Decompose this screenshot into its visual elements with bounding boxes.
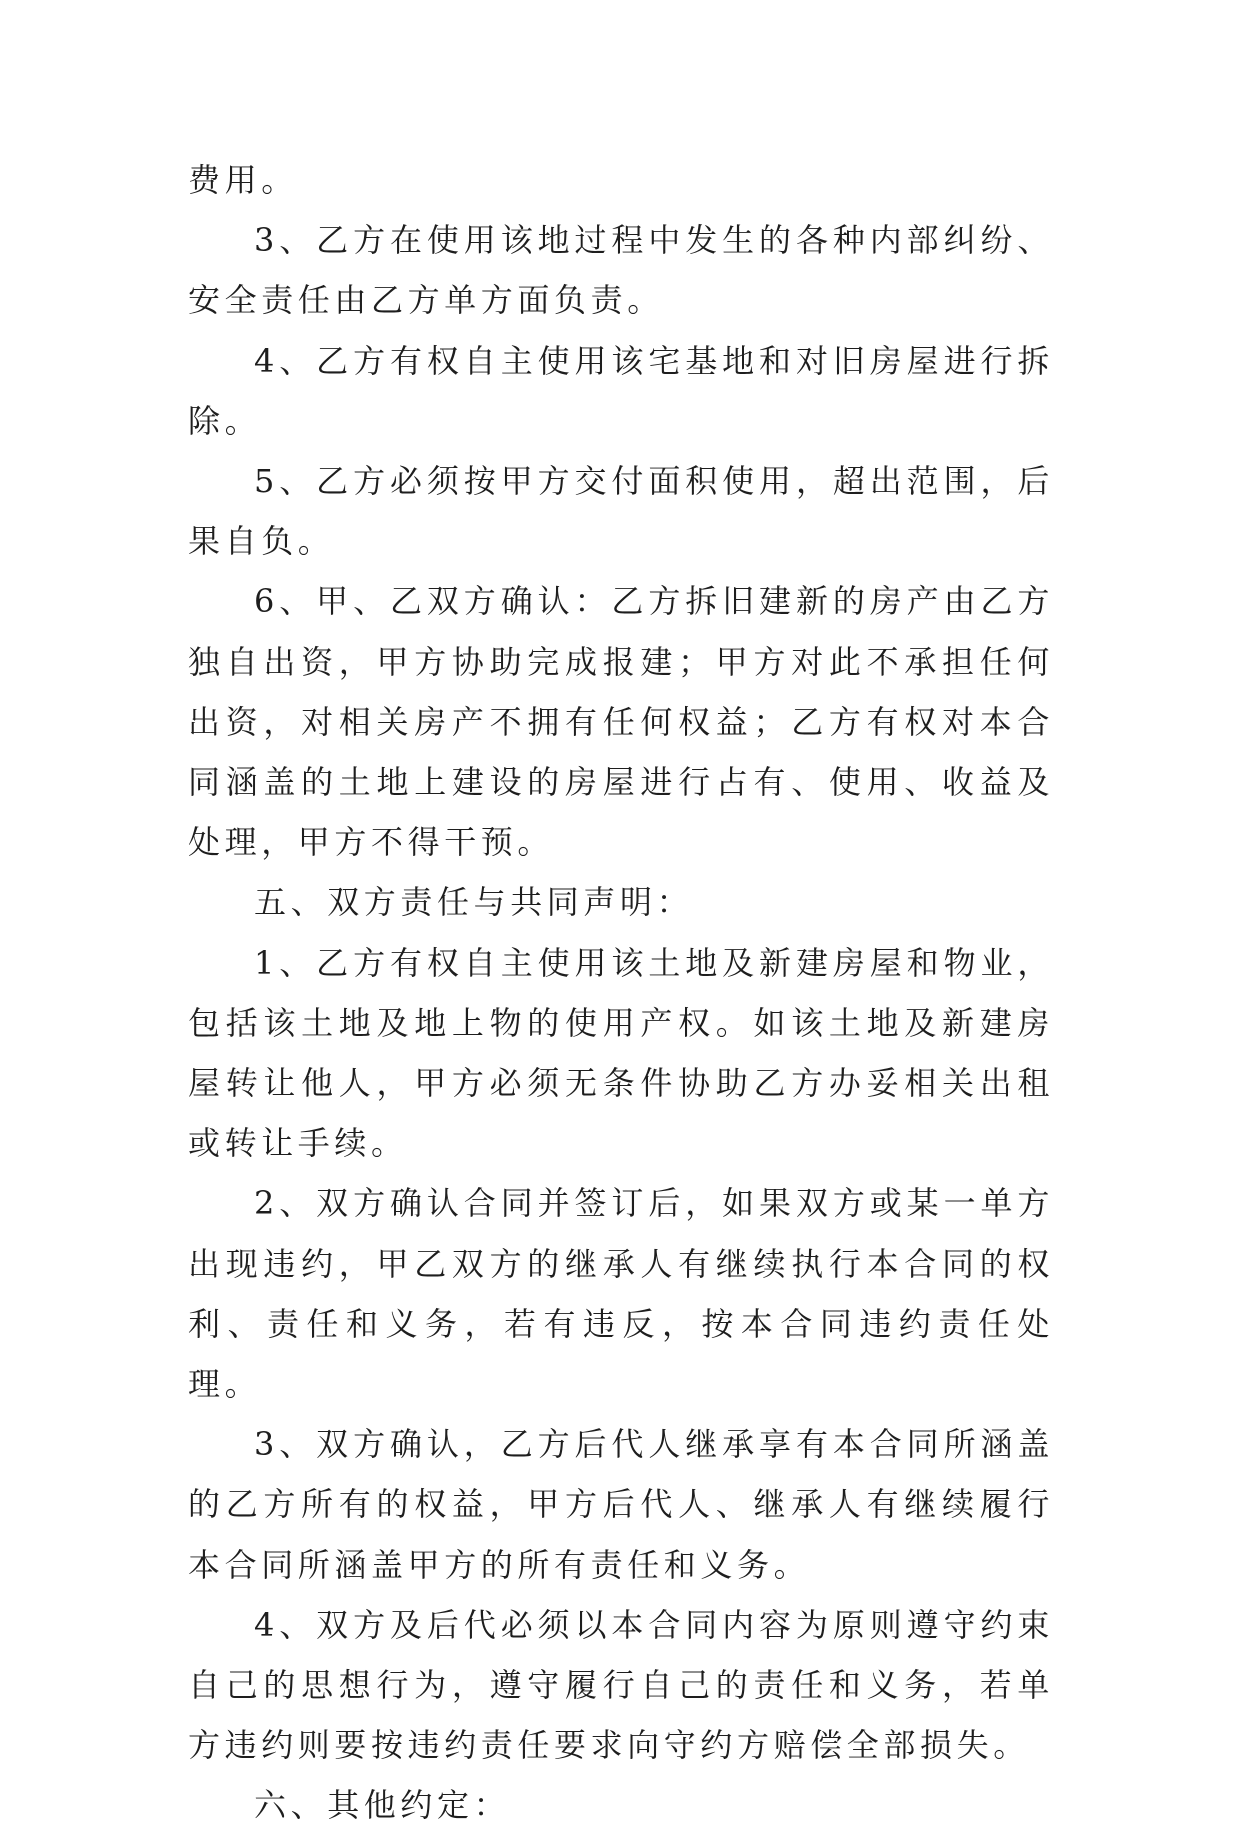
paragraph-clause-4-6: 6、甲、乙双方确认：乙方拆旧建新的房产由乙方独自出资，甲方协助完成报建；甲方对此不承担任何出资，对相关房产不拥有任何权益；乙方有权对本合同涵盖的土地上建设的房屋进行占有、使用、收益及处理，甲方不得干预。: [188, 582, 1054, 862]
paragraph-clause-5-3: 3、双方确认，乙方后代人继承享有本合同所涵盖的乙方所有的权益，甲方后代人、继承人有继续履行本合同所涵盖甲方的所有责任和义务。: [188, 1425, 1054, 1584]
paragraph-clause-5-4: 4、双方及后代必须以本合同内容为原则遵守约束自己的思想行为，遵守履行自己的责任和义务，若单方违约则要按违约责任要求向守约方赔偿全部损失。: [188, 1605, 1054, 1765]
paragraph-clause-5-2: 2、双方确认合同并签订后，如果双方或某一单方出现违约，甲乙双方的继承人有继续执行本合同的权利、责任和义务，若有违反，按本合同违约责任处理。: [188, 1184, 1054, 1404]
section-heading-6: 六、其他约定：: [254, 1786, 511, 1825]
paragraph-clause-4-3: 3、乙方在使用该地过程中发生的各种内部纠纷、安全责任由乙方单方面负责。: [188, 221, 1054, 320]
paragraph-clause-4-5: 5、乙方必须按甲方交付面积使用，超出范围，后果自负。: [188, 462, 1054, 561]
paragraph-clause-5-1: 1、乙方有权自主使用该土地及新建房屋和物业，包括该土地及地上物的使用产权。如该土地及新建房屋转让他人，甲方必须无条件协助乙方办妥相关出租或转让手续。: [188, 943, 1054, 1163]
paragraph-clause-4-4: 4、乙方有权自主使用该宅基地和对旧房屋进行拆除。: [188, 341, 1054, 440]
document-body: [188, 150, 1054, 1836]
paragraph-fees-continuation: 费用。: [188, 161, 298, 199]
section-heading-5: 五、双方责任与共同声明：: [254, 883, 694, 922]
